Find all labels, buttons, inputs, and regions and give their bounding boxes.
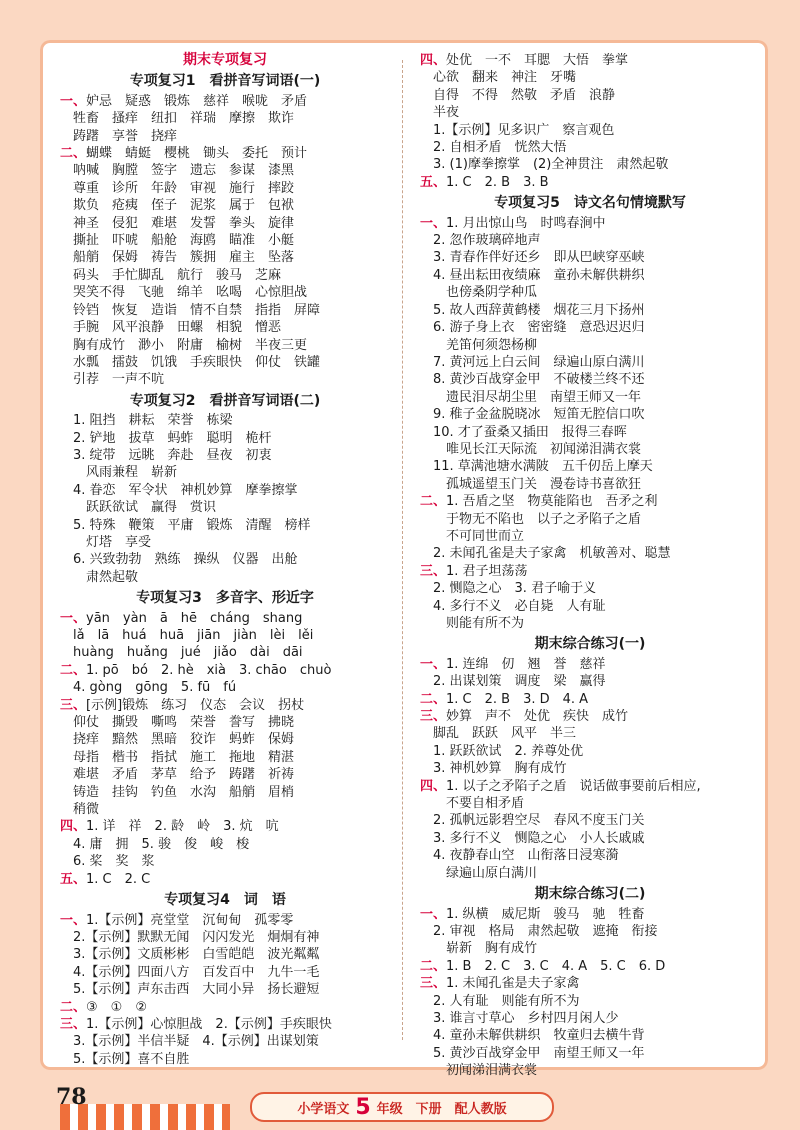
answer-line <box>60 999 390 1016</box>
grade-number: 5 <box>355 1094 371 1120</box>
answer-line <box>60 93 390 110</box>
answer-text: 4. 昼出耘田夜绩麻 童孙未解供耕织 <box>420 267 645 283</box>
question-number: 一、 <box>420 215 447 231</box>
answer-text: 6. 兴致勃勃 熟练 操纵 仪器 出舱 <box>60 552 298 568</box>
answer-text: 4. 庸 拥 5. 骏 俊 峻 梭 <box>60 836 250 852</box>
answer-text: 则能有所不为 <box>420 616 525 631</box>
answer-line <box>420 830 760 847</box>
answer-line <box>60 284 390 301</box>
answer-line <box>420 476 760 493</box>
section-title: 专项复习2 看拼音写词语(二) <box>129 392 321 409</box>
answer-line <box>420 673 760 690</box>
answer-line <box>60 627 390 644</box>
answer-text: 3. (1)摩拳擦掌 (2)全神贯注 肃然起敬 <box>420 157 669 173</box>
answer-text: 1. 未闻孔雀是夫子家禽 <box>446 976 580 992</box>
answer-line <box>420 923 760 940</box>
question-number: 二、 <box>60 146 87 162</box>
answer-line <box>60 337 390 354</box>
answer-line <box>60 610 390 627</box>
answer-line <box>60 749 390 766</box>
answer-line <box>60 447 390 464</box>
answer-line <box>60 371 390 388</box>
answer-line <box>420 337 760 354</box>
answer-line <box>60 551 390 568</box>
answer-line <box>420 598 760 615</box>
answer-text: 妒忌 疑惑 锻炼 慈祥 喉咙 矛盾 <box>86 93 308 109</box>
answer-text: 肃然起敬 <box>60 569 139 585</box>
answer-text: 撕扯 吓唬 船舱 海鸥 瞄准 小艇 <box>60 233 295 249</box>
answer-text: 母指 楷书 指拭 施工 拖地 精湛 <box>60 749 295 765</box>
answer-line <box>60 644 390 661</box>
answer-line <box>60 302 390 319</box>
section-title: 期末综合练习(一) <box>534 636 646 653</box>
answer-text: 半夜 <box>420 105 460 121</box>
answer-line <box>420 371 760 388</box>
answer-text: 不要自相矛盾 <box>420 796 525 812</box>
answer-line <box>60 180 390 197</box>
answer-line <box>60 679 390 696</box>
answer-line <box>60 871 390 888</box>
question-number: 三、 <box>60 1016 87 1032</box>
answer-line <box>420 302 760 319</box>
answer-text: 1. 以子之矛陷子之盾 说话做事要前后相应, <box>446 778 701 794</box>
answer-text: 哭笑不得 飞驰 绵羊 吆喝 心惊胆战 <box>60 285 308 301</box>
answer-text: 牲畜 搔痒 纽扣 祥瑞 摩擦 欺诈 <box>60 111 295 127</box>
answer-text: 2. 未闻孔雀是夫子家禽 机敏善对、聪慧 <box>420 546 671 562</box>
answer-line <box>60 1051 390 1068</box>
answer-text: 3. 多行不义 恻隐之心 小人长戚戚 <box>420 830 645 846</box>
question-number: 一、 <box>60 610 87 626</box>
answer-text: yān yàn ā hē cháng shang <box>86 610 303 626</box>
answer-line <box>420 725 760 742</box>
answer-line <box>420 1045 760 1062</box>
answer-text: 于物无不陷也 以子之矛陷子之盾 <box>420 511 642 527</box>
answer-text: 羌笛何须怨杨柳 <box>420 337 538 353</box>
answer-text: 2. 自相矛盾 恍然大悟 <box>420 140 567 156</box>
answer-text: [示例]锻炼 练习 仪态 会议 拐杖 <box>86 697 305 713</box>
answer-line <box>60 145 390 162</box>
answer-text: 2. 孤帆远影碧空尽 春风不度玉门关 <box>420 813 645 829</box>
answer-line <box>60 464 390 481</box>
answer-line <box>60 1016 390 1033</box>
answer-line <box>60 110 390 127</box>
answer-line <box>60 319 390 336</box>
answer-line <box>420 406 760 423</box>
answer-text: 4.【示例】四面八方 百发百中 九牛一毛 <box>60 964 320 980</box>
answer-text: 引荐 一声不吭 <box>60 372 165 388</box>
answer-text: 心欲 翻来 神注 牙嘴 <box>420 70 577 86</box>
question-number: 二、 <box>420 494 447 510</box>
answer-line <box>420 528 760 545</box>
answer-line <box>60 128 390 145</box>
question-number: 四、 <box>420 53 447 68</box>
answer-line <box>420 69 760 86</box>
question-number: 四、 <box>420 778 447 794</box>
answer-text: 5. 黄沙百战穿金甲 南望王师又一年 <box>420 1045 645 1061</box>
answer-text: 1. C 2. B 3. B <box>446 174 549 190</box>
answer-text: 挠痒 黯然 黑暗 狡诈 蚂蚱 保姆 <box>60 732 295 748</box>
decorative-border <box>0 0 800 40</box>
answer-text: 1. C 2. C <box>86 871 151 887</box>
question-number: 三、 <box>420 709 447 725</box>
answer-line <box>60 569 390 586</box>
question-number: 三、 <box>420 976 447 992</box>
answer-line <box>420 906 760 923</box>
answer-text: 5. 故人西辞黄鹤楼 烟花三月下扬州 <box>420 302 645 318</box>
answer-line <box>420 232 760 249</box>
answer-text: 7. 黄河远上白云间 绿遍山原白满川 <box>420 354 645 370</box>
answer-line <box>60 836 390 853</box>
answer-text: 3.【示例】半信半疑 4.【示例】出谋划策 <box>60 1034 319 1050</box>
answer-line <box>420 656 760 673</box>
answer-text: 5.【示例】声东击西 大同小异 扬长避短 <box>60 982 320 998</box>
answer-text: 妙算 声不 处优 疾快 成竹 <box>446 709 629 725</box>
answer-text: 风雨兼程 崭新 <box>60 465 178 481</box>
answer-line <box>60 946 390 963</box>
question-number: 三、 <box>60 697 87 713</box>
answer-line <box>60 929 390 946</box>
answer-line <box>60 964 390 981</box>
question-number: 三、 <box>420 563 447 579</box>
column-divider <box>402 60 403 1040</box>
answer-line <box>60 912 390 929</box>
question-number: 二、 <box>60 999 87 1015</box>
answer-line <box>60 430 390 447</box>
answer-text: 也傍桑阴学种瓜 <box>420 285 538 301</box>
answer-text: huàng huǎng jué jiǎo dài dāi <box>60 645 303 661</box>
answer-line <box>60 714 390 731</box>
answer-line <box>420 267 760 284</box>
answer-line <box>420 615 760 632</box>
page-title: 期末专项复习 <box>183 52 267 68</box>
answer-line <box>60 1033 390 1050</box>
answer-text: 10. 才了蚕桑又插田 报得三春晖 <box>420 424 627 440</box>
book-label <box>250 1092 554 1122</box>
answer-text: 崭新 胸有成竹 <box>420 941 538 957</box>
answer-text: 2. 铲地 拔草 蚂蚱 聪明 桅杆 <box>60 430 272 446</box>
answer-line <box>420 284 760 301</box>
answer-text: 9. 稚子金盆脱晓冰 短笛无腔信口吹 <box>420 407 645 423</box>
answer-text: 2. 审视 格局 肃然起敬 遮掩 衔接 <box>420 923 658 939</box>
answer-line <box>60 482 390 499</box>
answer-line <box>60 412 390 429</box>
answer-text: 1. 跃跃欲试 2. 养尊处优 <box>420 743 584 759</box>
answer-line <box>60 981 390 998</box>
answer-text: 1. B 2. C 3. C 4. A 5. C 6. D <box>446 958 666 974</box>
answer-text: 5. 特殊 鞭策 平庸 锻炼 清醒 榜样 <box>60 517 311 533</box>
answer-line <box>60 784 390 801</box>
answer-line <box>60 162 390 179</box>
answer-line <box>60 697 390 714</box>
answer-line <box>60 249 390 266</box>
answer-text: 8. 黄沙百战穿金甲 不破楼兰终不还 <box>420 372 645 388</box>
answer-text: 5.【示例】喜不自胜 <box>60 1051 190 1067</box>
answer-text: 码头 手忙脚乱 航行 骏马 芝麻 <box>60 267 282 283</box>
answer-line <box>420 1010 760 1027</box>
answer-line <box>420 545 760 562</box>
answer-line <box>60 818 390 835</box>
answer-text: 4. 童孙未解供耕织 牧童归去横牛背 <box>420 1028 645 1044</box>
answer-text: ③ ① ② <box>86 999 147 1015</box>
answer-line <box>420 249 760 266</box>
answer-line <box>420 354 760 371</box>
answer-line <box>420 975 760 992</box>
answer-text: 铃铛 恢复 造诣 情不自禁 指指 屏障 <box>60 302 321 318</box>
answer-text: 呐喊 胸膛 签字 遗忘 参谋 漆黑 <box>60 163 295 179</box>
answer-text: 胸有成竹 渺小 附庸 榆树 半夜三更 <box>60 337 308 353</box>
answer-line <box>60 499 390 516</box>
question-number: 一、 <box>420 656 447 672</box>
answer-line <box>420 1027 760 1044</box>
answer-line <box>60 801 390 818</box>
answer-line <box>420 458 760 475</box>
answer-line <box>420 215 760 232</box>
answer-text: 神圣 侵犯 难堪 发誓 拳头 旋律 <box>60 215 295 231</box>
answer-text: 2. 人有耻 则能有所不为 <box>420 993 580 1009</box>
answer-line <box>420 691 760 708</box>
answer-text: 自得 不得 然敬 矛盾 浪静 <box>420 87 616 103</box>
answer-text: 2. 恻隐之心 3. 君子喻于义 <box>420 581 597 597</box>
answer-line <box>420 993 760 1010</box>
answer-text: 4. gòng gōng 5. fū fú <box>60 680 237 696</box>
answer-text: 1. 吾盾之坚 物莫能陷也 吾矛之利 <box>446 494 658 510</box>
answer-text: 4. 眷恋 军令状 神机妙算 摩拳擦掌 <box>60 482 298 498</box>
section-title: 专项复习5 诗文名句情境默写 <box>494 195 686 212</box>
answer-line <box>420 104 760 121</box>
answer-text: 1.【示例】亮堂堂 沉甸甸 孤零零 <box>86 912 294 928</box>
answer-text: 3. 青春作伴好还乡 即从巴峡穿巫峡 <box>420 250 645 266</box>
answer-text: 蝴蝶 蜻蜓 樱桃 锄头 委托 预计 <box>86 146 308 162</box>
answer-line <box>420 1062 760 1079</box>
answer-line <box>420 563 760 580</box>
answer-line <box>420 847 760 864</box>
grade-suffix: 年级 下册 配人教版 <box>376 1101 507 1117</box>
right-column <box>420 52 760 1080</box>
answer-line <box>60 731 390 748</box>
answer-line <box>420 708 760 725</box>
answer-text: 处优 一不 耳腮 大悟 拳掌 <box>446 53 629 68</box>
answer-line <box>60 232 390 249</box>
answer-text: 1. 详 祥 2. 龄 岭 3. 炕 吭 <box>86 819 279 835</box>
answer-text: 1. pō bó 2. hè xià 3. chāo chuò <box>86 662 332 678</box>
answer-text: 灯塔 享受 <box>60 534 152 550</box>
answer-text: 11. 草满池塘水满陂 五千仞岳上摩天 <box>420 459 653 475</box>
subject-label: 小学语文 <box>297 1101 350 1117</box>
answer-line <box>420 743 760 760</box>
answer-text: 遗民泪尽胡尘里 南望王师又一年 <box>420 389 642 405</box>
answer-text: 2. 忽作玻璃碎地声 <box>420 233 541 249</box>
answer-text: 1. 连绵 仞 翘 誉 慈祥 <box>446 656 606 672</box>
answer-line <box>420 940 760 957</box>
answer-line <box>420 122 760 139</box>
answer-text: 稍微 <box>60 802 100 818</box>
answer-line <box>60 267 390 284</box>
answer-text: 1. 纵横 威尼斯 骏马 驰 牲畜 <box>446 906 645 922</box>
answer-text: 2. 出谋划策 调度 梁 赢得 <box>420 674 606 690</box>
answer-line <box>60 354 390 371</box>
question-number: 五、 <box>420 174 447 190</box>
answer-text: 2.【示例】默默无闻 闪闪发光 炯炯有神 <box>60 929 320 945</box>
answer-text: 跃跃欲试 赢得 赏识 <box>60 500 217 516</box>
answer-line <box>60 766 390 783</box>
question-number: 一、 <box>60 912 87 928</box>
answer-text: 3. 谁言寸草心 乡村四月闲人少 <box>420 1010 619 1026</box>
answer-text: 欺负 疮痍 侄子 泥浆 属于 包袱 <box>60 198 295 214</box>
answer-line <box>420 319 760 336</box>
answer-text: 船艄 保姆 祷告 簇拥 雇主 坠落 <box>60 250 295 266</box>
answer-text: 1. 月出惊山鸟 时鸣春涧中 <box>446 215 606 231</box>
answer-text: lǎ lā huá huā jiān jiàn lèi lěi <box>60 628 314 643</box>
answer-line <box>60 853 390 870</box>
answer-line <box>420 812 760 829</box>
answer-text: 脚乱 跃跃 风平 半三 <box>420 726 577 742</box>
answer-line <box>60 517 390 534</box>
answer-line <box>420 174 760 191</box>
answer-text: 铸造 挂钩 钓鱼 水沟 船艄 眉梢 <box>60 784 295 800</box>
answer-line <box>420 580 760 597</box>
answer-text: 1. 君子坦荡荡 <box>446 563 528 579</box>
question-number: 五、 <box>60 871 87 887</box>
section-title: 专项复习3 多音字、形近字 <box>136 590 314 607</box>
page-number: 78 <box>56 1084 87 1110</box>
answer-line <box>420 493 760 510</box>
question-number: 二、 <box>60 662 87 678</box>
answer-text: 1. 阻挡 耕耘 荣誉 栋梁 <box>60 413 233 429</box>
section-title: 期末综合练习(二) <box>534 886 646 903</box>
answer-line <box>420 87 760 104</box>
answer-text: 孤城遥望玉门关 漫卷诗书喜欲狂 <box>420 476 642 492</box>
answer-text: 仰仗 撕毁 嘶鸣 荣誉 誊写 拂晓 <box>60 715 295 731</box>
answer-line <box>60 534 390 551</box>
answer-text: 3.【示例】文质彬彬 白雪皑皑 波光粼粼 <box>60 947 320 963</box>
answer-text: 唯见长江天际流 初闻涕泪满衣裳 <box>420 441 642 457</box>
answer-text: 3. 神机妙算 胸有成竹 <box>420 761 567 777</box>
answer-text: 6. 游子身上衣 密密缝 意恐迟迟归 <box>420 320 645 336</box>
answer-text: 6. 桨 奖 浆 <box>60 854 155 870</box>
answer-text: 绿遍山原白满川 <box>420 865 538 881</box>
answer-line <box>60 215 390 232</box>
answer-line <box>420 760 760 777</box>
answer-line <box>420 52 760 69</box>
answer-line <box>420 389 760 406</box>
section-title: 专项复习1 看拼音写词语(一) <box>129 73 321 90</box>
answer-line <box>420 795 760 812</box>
answer-line <box>420 778 760 795</box>
answer-line <box>420 958 760 975</box>
answer-text: 踌躇 享誉 挠痒 <box>60 128 178 144</box>
answer-text: 手腕 风平浪静 田螺 相貌 憎恶 <box>60 320 282 336</box>
answer-text: 初闻涕泪满衣裳 <box>420 1063 538 1079</box>
answer-text: 1.【示例】心惊胆战 2.【示例】手疾眼快 <box>86 1016 332 1032</box>
question-number: 二、 <box>420 691 447 707</box>
answer-line <box>420 511 760 528</box>
answer-text: 1. C 2. B 3. D 4. A <box>446 691 589 707</box>
answer-line <box>420 139 760 156</box>
answer-text: 水瓢 擂鼓 饥饿 手疾眼快 仰仗 铁罐 <box>60 354 321 370</box>
question-number: 四、 <box>60 819 87 835</box>
answer-line <box>60 197 390 214</box>
answer-text: 4. 夜静春山空 山衔落日浸寒漪 <box>420 848 619 864</box>
answer-text: 尊重 诊所 年龄 审视 施行 摔跤 <box>60 180 295 196</box>
answer-line <box>420 441 760 458</box>
left-column <box>60 52 390 1068</box>
section-title: 专项复习4 词 语 <box>164 892 286 909</box>
question-number: 二、 <box>420 958 447 974</box>
question-number: 一、 <box>420 906 447 922</box>
answer-line <box>420 865 760 882</box>
answer-line <box>60 662 390 679</box>
answer-text: 难堪 矛盾 茅草 给予 踌躇 祈祷 <box>60 767 295 783</box>
answer-text: 3. 绽带 远眺 奔赴 昼夜 初衷 <box>60 447 272 463</box>
answer-line <box>420 424 760 441</box>
answer-text: 4. 多行不义 必自毙 人有耻 <box>420 598 606 614</box>
answer-line <box>420 156 760 173</box>
answer-text: 1.【示例】见多识广 察言观色 <box>420 122 615 138</box>
answer-text: 不可同世而立 <box>420 528 525 544</box>
question-number: 一、 <box>60 93 87 109</box>
